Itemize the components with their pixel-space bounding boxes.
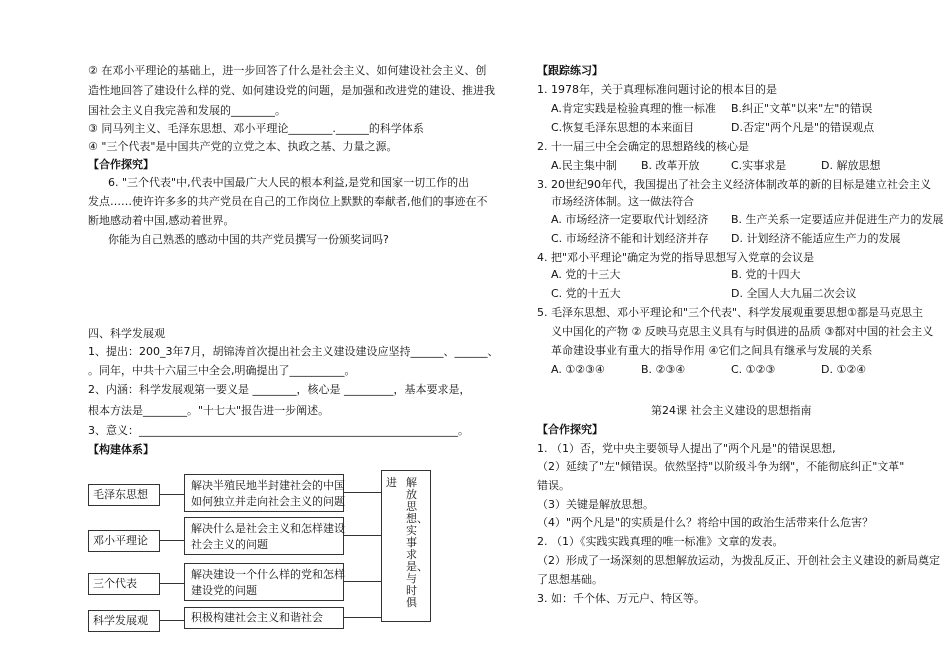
option: D. 全国人大九届二次会议: [731, 287, 857, 300]
option: A. 市场经济一定要取代计划经济: [551, 213, 709, 226]
answer-line: 3. 如：千个体、万元户、特区等。: [537, 592, 705, 605]
text-line: ② 在邓小平理论的基础上，进一步回答了什么是社会主义、如何建设社会主义、创: [88, 64, 487, 77]
text-line: ④ "三个代表"是中国共产党的立党之本、执政之基、力量之源。: [88, 140, 398, 153]
connector-line: [343, 492, 381, 493]
diagram-text: 如何独立并走向社会主义的问题: [191, 495, 345, 508]
section-title: 四、科学发展观: [88, 327, 165, 340]
question: 1. 1978年，关于真理标准问题讨论的根本目的是: [537, 83, 777, 96]
text-line: 6. "三个代表"中,代表中国最广大人民的根本利益,是党和国家一切工作的出: [108, 176, 470, 189]
question: 2. 十一届三中全会确定的思想路线的核心是: [537, 140, 749, 153]
text-line: 1、提出：200_3年7月，胡锦涛首次提出社会主义建设建设应坚持______、______、: [88, 345, 499, 358]
answer-line: 了思想基础。: [537, 573, 603, 586]
option: C. 党的十五大: [551, 287, 621, 300]
diagram-content-box: [184, 563, 344, 601]
option: C.恢复毛泽东思想的本来面目: [551, 121, 695, 134]
diagram-content-box: [184, 517, 344, 555]
option: B. ②③④: [641, 363, 686, 376]
option: C.实事求是: [731, 159, 787, 172]
text-line: 2、内涵：科学发展观第一要义是 ________，核心是 _________，基本要求是，: [88, 383, 471, 396]
question: 义中国化的产物 ② 反映马克思主义具有与时俱进的品质 ③都对中国的社会主义: [551, 325, 934, 338]
text-line: 你能为自己熟悉的感动中国的共产党员撰写一份颁奖词吗?: [108, 233, 389, 246]
diagram-label-box: [88, 610, 160, 632]
connector-line: [343, 617, 381, 618]
connector-line: [159, 583, 184, 584]
section-heading: 【构建体系】: [88, 443, 154, 456]
section-heading: 【合作探究】: [88, 158, 154, 171]
diagram-content-box: [184, 474, 344, 512]
connector-line: [343, 581, 381, 582]
diagram-label-box: [88, 530, 160, 552]
right-page: [475, 0, 950, 671]
option: D. ①②④: [821, 363, 867, 376]
connector-line: [159, 494, 184, 495]
summary-text-a: 进: [386, 476, 397, 489]
option: D. 解放思想: [821, 159, 881, 172]
option: A. 党的十三大: [551, 268, 621, 281]
text-line: 国社会主义自我完善和发展的________。: [88, 104, 286, 117]
connector-line: [343, 535, 381, 536]
lesson-title: 第24课 社会主义建设的思想指南: [651, 404, 812, 417]
answer-line: 错误。: [537, 479, 570, 492]
diagram-label: 科学发展观: [93, 614, 148, 627]
text-line: 根本方法是________。"十七大"报告进一步阐述。: [88, 404, 330, 417]
text-line: 3、意义：__________________________________________________________。: [88, 424, 469, 437]
diagram-content-box: [184, 607, 344, 629]
diagram-text: 积极构建社会主义和谐社会: [191, 611, 323, 624]
section-heading: 【跟踪练习】: [537, 64, 603, 77]
question: 4. 把"邓小平理论"确定为党的指导思想写入党章的会议是: [537, 251, 815, 264]
option: B. 党的十四大: [731, 268, 801, 281]
question: 3. 20世纪90年代，我国提出了社会主义经济体制改革的新的目标是建立社会主义: [537, 178, 931, 191]
question: 市场经济体制。这一做法符合: [551, 195, 694, 208]
option: D.否定"两个凡是"的错误观点: [731, 121, 875, 134]
summary-text-b: 解放思想、实事求是、与时俱: [406, 476, 428, 609]
connector-line: [159, 620, 184, 621]
answer-line: 2. （1）《实践实践真理的唯一标准》文章的发表。: [537, 535, 784, 548]
option: C. 市场经济不能和计划经济并存: [551, 232, 709, 245]
diagram-label-box: [88, 484, 160, 506]
diagram-label: 三个代表: [93, 577, 137, 590]
option: C. ①②③: [731, 363, 776, 376]
text-line: 。同年，中共十六届三中全会,明确提出了__________。: [88, 364, 356, 377]
connector-line: [159, 540, 184, 541]
section-heading: 【合作探究】: [537, 423, 603, 436]
diagram-label: 毛泽东思想: [93, 488, 148, 501]
text-line: 造性地回答了建设什么样的党、如何建设党的问题，是加强和改进党的建设、推进我: [88, 84, 495, 97]
question: 5. 毛泽东思想、邓小平理论和"三个代表"、科学发展观重要思想①都是马克思主: [537, 306, 923, 319]
question: 革命建设事业有重大的指导作用 ④它们之间具有继承与发展的关系: [551, 344, 873, 357]
diagram-summary-box: [381, 470, 431, 622]
option: B.纠正"文革"以来"左"的错误: [731, 102, 873, 115]
diagram-label-box: [88, 573, 160, 595]
diagram-text: 解决什么是社会主义和怎样建设: [191, 522, 345, 535]
option: B. 生产关系一定要适应并促进生产力的发展: [731, 213, 944, 226]
diagram-text: 建设党的问题: [191, 584, 257, 597]
diagram-label: 邓小平理论: [93, 534, 148, 547]
option: A.肯定实践是检验真理的惟一标准: [551, 102, 716, 115]
diagram-text: 解决半殖民地半封建社会的中国: [191, 479, 345, 492]
option: A.民主集中制: [551, 159, 617, 172]
option: A. ①②③④: [551, 363, 605, 376]
answer-line: （3）关键是解放思想。: [537, 498, 654, 511]
text-line: 断地感动着中国,感动着世界。: [88, 214, 235, 227]
diagram-text: 解决建设一个什么样的党和怎样: [191, 568, 345, 581]
text-line: 发点……使许许多多的共产党员在自己的工作岗位上默默的奉献者,他们的事迹在不: [88, 195, 488, 208]
text-line: ③ 同马列主义、毛泽东思想、邓小平理论________.______的科学体系: [88, 122, 424, 135]
option: D. 计划经济不能适应生产力的发展: [731, 232, 901, 245]
answer-line: 1. （1）否，党中央主要领导人提出了"两个凡是"的错误思想,: [537, 442, 836, 455]
answer-line: （2）形成了一场深刻的思想解放运动，为拨乱反正、开创社会主义建设的新局奠定: [537, 554, 940, 567]
answer-line: （2）延续了"左"倾错误。依然坚持"以阶级斗争为纲"，不能彻底纠正"文革": [537, 460, 905, 473]
option: B. 改革开放: [641, 159, 700, 172]
answer-line: （4）"两个凡是"的实质是什么？将给中国的政治生活带来什么危害？: [537, 516, 874, 529]
diagram-text: 社会主义的问题: [191, 538, 268, 551]
